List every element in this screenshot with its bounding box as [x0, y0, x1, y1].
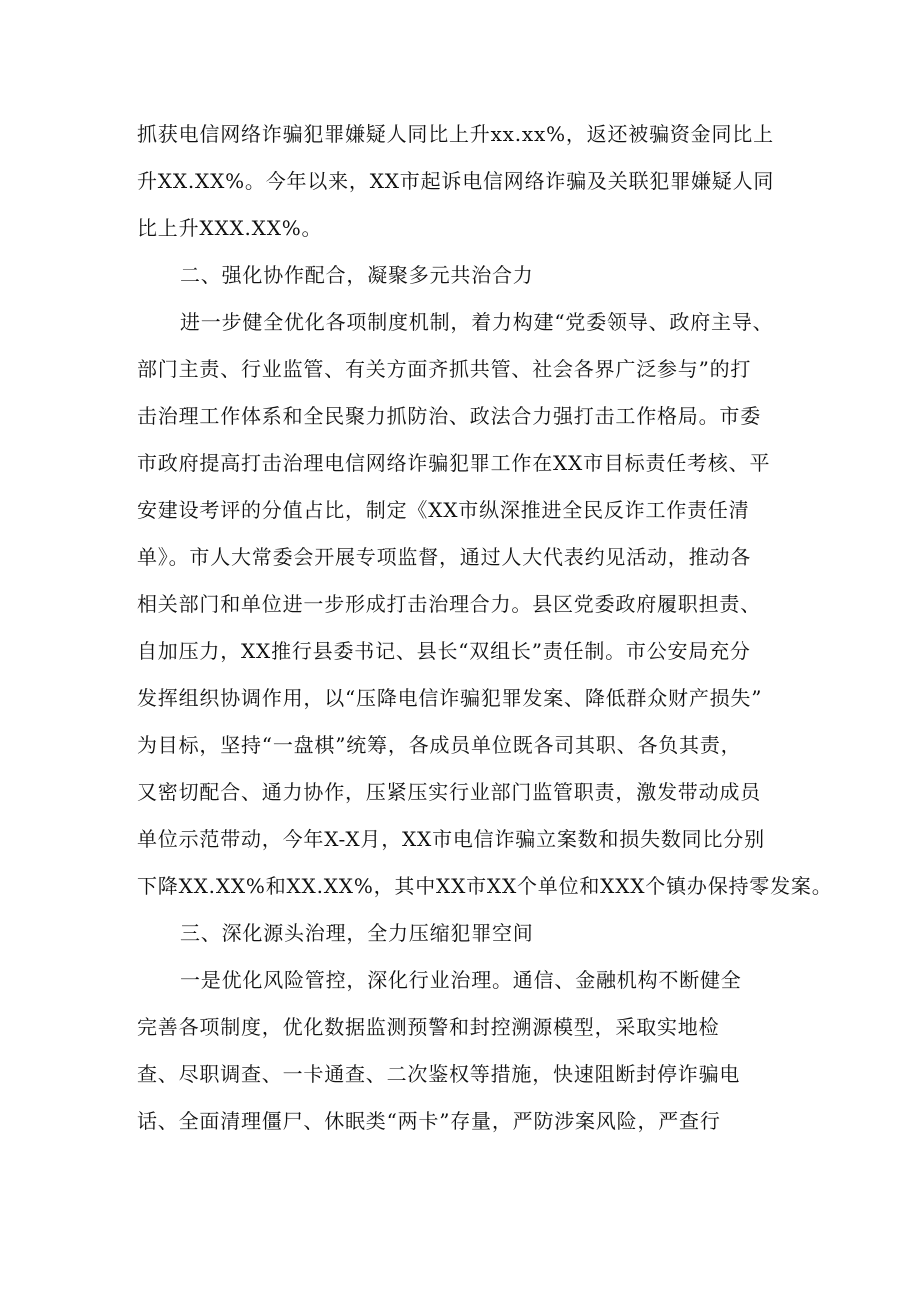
- text-line: 进一步健全优化各项制度机制，着力构建“党委领导、政府主导、: [180, 310, 774, 334]
- text-line: 市政府提高打击治理电信网络诈骗犯罪工作在XX市目标责任考核、平: [137, 451, 771, 475]
- text-line: 部门主责、行业监管、有关方面齐抓共管、社会各界广泛参与”的打: [137, 357, 752, 381]
- text-line: 抓获电信网络诈骗犯罪嫌疑人同比上升xx.xx%，返还被骗资金同比上: [137, 122, 774, 146]
- text-line: 又密切配合、通力协作，压紧压实行业部门监管职责，激发带动成员: [137, 780, 761, 804]
- text-line: 单位示范带动，今年X-X月，XX市电信诈骗立案数和损失数同比分别: [137, 827, 765, 851]
- text-line: 升XX.XX%。今年以来，XX市起诉电信网络诈骗及关联犯罪嫌疑人同: [137, 169, 775, 193]
- text-line: 相关部门和单位进一步形成打击治理合力。县区党委政府履职担责、: [137, 592, 761, 616]
- text-line: 发挥组织协调作用，以“压降电信诈骗犯罪发案、降低群众财产损失”: [137, 686, 763, 710]
- text-line: 单》。市人大常委会开展专项监督，通过人大代表约见活动，推动各: [137, 545, 751, 569]
- text-line: 击治理工作体系和全民聚力抓防治、政法合力强打击工作格局。市委: [137, 404, 761, 428]
- section-heading: 二、强化协作配合，凝聚多元共治合力: [180, 263, 534, 287]
- text-line: 比上升XXX.XX%。: [137, 216, 323, 240]
- text-line: 一是优化风险管控，深化行业治理。通信、金融机构不断健全: [180, 968, 742, 992]
- text-line: 话、全面清理僵尸、休眠类“两卡”存量，严防涉案风险，严查行: [137, 1109, 721, 1133]
- text-line: 安建设考评的分值占比，制定《XX市纵深推进全民反诈工作责任清: [137, 498, 750, 522]
- text-line: 自加压力，XX推行县委书记、县长“双组长”责任制。市公安局充分: [137, 639, 751, 663]
- text-line: 为目标，坚持“一盘棋”统筹，各成员单位既各司其职、各负其责，: [137, 733, 742, 757]
- text-line: 完善各项制度，优化数据监测预警和封控溯源模型，采取实地检: [137, 1015, 720, 1039]
- text-line: 下降XX.XX%和XX.XX%，其中XX市XX个单位和XXX个镇办保持零发案。: [137, 874, 833, 898]
- section-heading: 三、深化源头治理，全力压缩犯罪空间: [180, 921, 534, 945]
- text-line: 查、尽职调查、一卡通查、二次鉴权等措施，快速阻断封停诈骗电: [137, 1062, 741, 1086]
